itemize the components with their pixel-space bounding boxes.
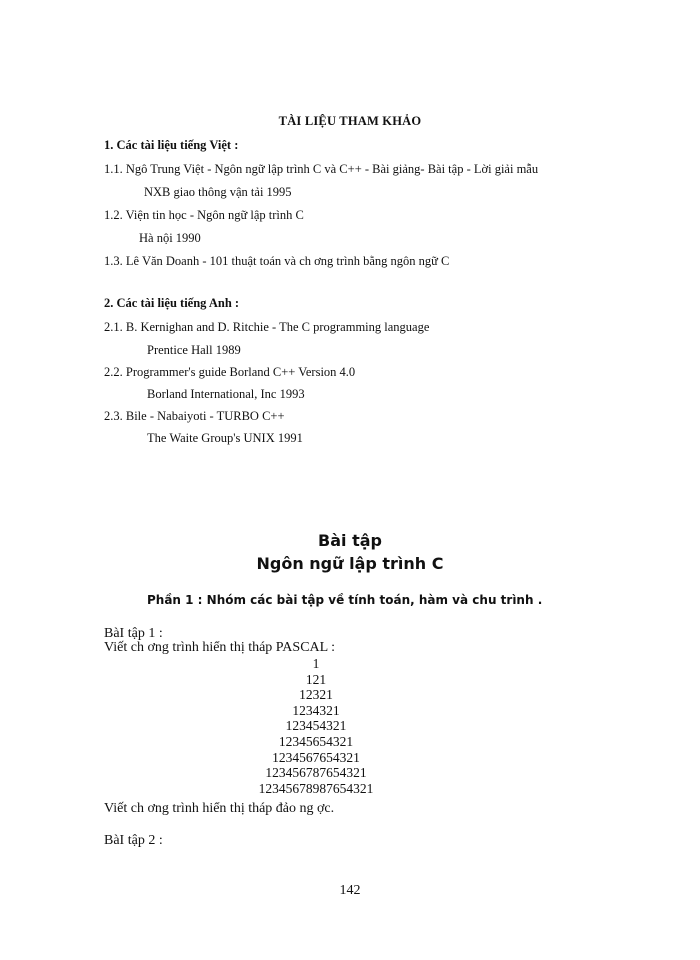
pyramid-row: 1 (312, 656, 320, 671)
pyramid-row: 123454321 (285, 718, 347, 734)
pyramid-row: 1234567654321 (272, 749, 360, 765)
vietnamese-references-heading: 1. Các tài liệu tiếng Việt : (104, 138, 239, 152)
reference-item: 1.3. Lê Văn Doanh - 101 thuật toán và ch ơng trình bằng ngôn ngữ C (104, 254, 450, 268)
pyramid-row: 12321 (299, 687, 333, 703)
pascal-pyramid (0, 656, 632, 796)
reference-publisher: NXB giao thông vận tải 1995 (144, 185, 292, 199)
reference-item: 2.1. B. Kernighan and D. Ritchie - The C programming language (104, 320, 430, 334)
reference-item: 2.3. Bile - Nabaiyoti - TURBO C++ (104, 409, 285, 423)
pyramid-row: 12345678987654321 (258, 780, 374, 796)
reference-publisher: The Waite Group's UNIX 1991 (147, 431, 303, 445)
references-title: TÀI LIỆU THAM KHẢO (278, 114, 422, 128)
pyramid-row: 1234321 (292, 702, 340, 718)
part-heading: Phần 1 : Nhóm các bài tập về tính toán, hàm và chu trình . (147, 593, 543, 607)
pyramid-row: 121 (305, 671, 327, 687)
page-number: 142 (339, 883, 361, 898)
exercise-2-label: BàI tập 2 : (104, 833, 163, 848)
exercises-subtitle: Ngôn ngữ lập trình C (256, 554, 444, 573)
reference-item: 1.1. Ngô Trung Việt - Ngôn ngữ lập trình C và C++ - Bài giảng- Bài tập - Lời giải mẫu (104, 162, 539, 176)
pyramid-row: 123456787654321 (265, 765, 367, 781)
reference-item: 1.2. Viện tin học - Ngôn ngữ lập trình C (104, 208, 304, 222)
exercise-1-text: Viết ch ơng trình hiển thị tháp PASCAL : (104, 640, 336, 655)
reference-publisher: Borland International, Inc 1993 (147, 387, 305, 401)
exercise-1-label: BàI tập 1 : (104, 626, 163, 641)
english-references-heading: 2. Các tài liệu tiếng Anh : (104, 296, 240, 310)
reference-item: 2.2. Programmer's guide Borland C++ Version 4.0 (104, 365, 356, 379)
pyramid-row: 12345654321 (278, 733, 354, 749)
reference-publisher: Hà nội 1990 (139, 231, 201, 245)
exercises-title: Bài tập (318, 531, 382, 550)
reference-publisher: Prentice Hall 1989 (147, 343, 241, 357)
exercise-1-text-2: Viết ch ơng trình hiển thị tháp đảo ng ợc. (104, 801, 335, 816)
